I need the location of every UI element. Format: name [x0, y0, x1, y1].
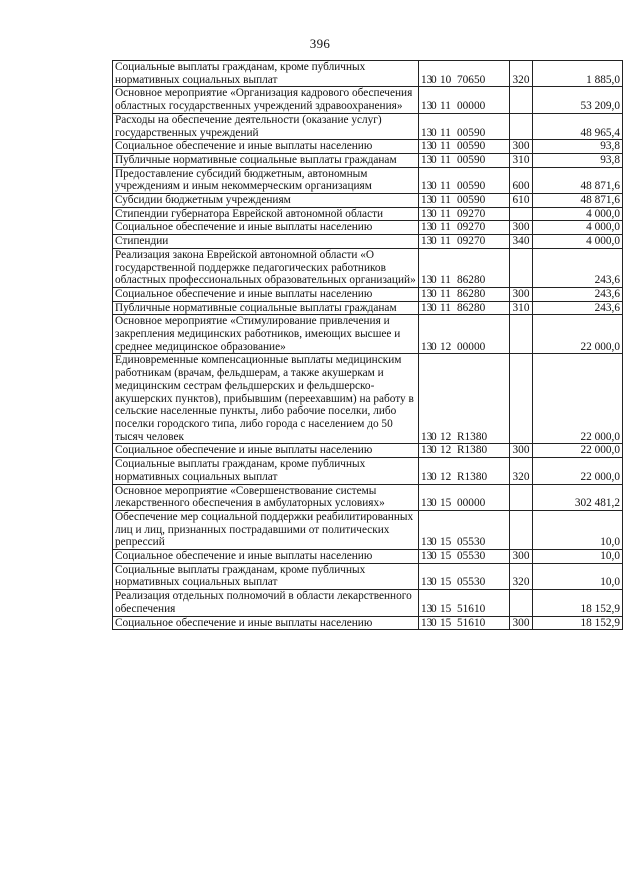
program-code: 13	[421, 287, 433, 300]
measure-code: 15	[440, 602, 452, 615]
expense-type-code: 600	[510, 167, 533, 193]
expense-type-code: 320	[510, 458, 533, 484]
measure-code: 11	[440, 221, 451, 234]
row-amount: 243,6	[533, 301, 623, 315]
row-amount: 18 152,9	[533, 590, 623, 616]
expense-type-code: 610	[510, 194, 533, 208]
direction-code: 51610	[457, 602, 486, 615]
subprogram-code: 0	[431, 536, 437, 549]
measure-code: 15	[440, 616, 452, 629]
table-row	[113, 207, 623, 221]
subprogram-code: 0	[431, 207, 437, 220]
subprogram-code: 0	[431, 301, 437, 314]
target-article-code	[419, 444, 510, 458]
table-row	[113, 315, 623, 354]
subprogram-code: 0	[431, 470, 437, 483]
program-code: 13	[421, 550, 433, 563]
table-row	[113, 153, 623, 167]
subprogram-code: 0	[431, 140, 437, 153]
row-amount: 10,0	[533, 563, 623, 589]
direction-code: R1380	[457, 430, 488, 443]
row-description: Социальное обеспечение и иные выплаты населению	[113, 444, 419, 458]
subprogram-code: 0	[431, 550, 437, 563]
direction-code: R1380	[457, 444, 488, 457]
target-article-code	[419, 563, 510, 589]
row-amount: 10,0	[533, 550, 623, 564]
row-description: Единовременные компенсационные выплаты медицинским работникам (врачам, фельдшерам, а также акушеркам и медицинским сестрам фельдшерских и фельдшерско-акушерских пунктов), прибывшим (переехавшим) на работу в сельские населенные пункты, либо рабочие поселки, либо поселки городского типа, либо города с населением до 50 тысяч человек	[113, 354, 419, 444]
expense-type-code: 340	[510, 235, 533, 249]
subprogram-code: 0	[431, 430, 437, 443]
subprogram-code: 0	[431, 180, 437, 193]
budget-table	[112, 60, 623, 630]
row-amount: 48 871,6	[533, 167, 623, 193]
expense-type-code	[510, 113, 533, 139]
table-row	[113, 354, 623, 444]
table-row	[113, 248, 623, 287]
program-code: 13	[421, 194, 433, 207]
direction-code: 86280	[457, 287, 486, 300]
table-row	[113, 616, 623, 630]
expense-type-code	[510, 590, 533, 616]
subprogram-code: 0	[431, 235, 437, 248]
subprogram-code: 0	[431, 287, 437, 300]
row-amount: 93,8	[533, 140, 623, 154]
program-code: 13	[421, 100, 433, 113]
direction-code: 00590	[457, 153, 486, 166]
table-row	[113, 140, 623, 154]
page-number: 396	[309, 36, 331, 51]
direction-code: 09270	[457, 207, 486, 220]
row-amount: 48 965,4	[533, 113, 623, 139]
expense-type-code	[510, 87, 533, 113]
program-code: 13	[421, 497, 433, 510]
program-code: 13	[421, 340, 433, 353]
target-article-code	[419, 616, 510, 630]
row-description: Социальные выплаты гражданам, кроме публичных нормативных социальных выплат	[113, 563, 419, 589]
direction-code: R1380	[457, 470, 488, 483]
expense-type-code	[510, 248, 533, 287]
row-description: Реализация отдельных полномочий в области лекарственного обеспечения	[113, 590, 419, 616]
target-article-code	[419, 87, 510, 113]
target-article-code	[419, 287, 510, 301]
program-code: 13	[421, 207, 433, 220]
row-amount: 22 000,0	[533, 315, 623, 354]
row-description: Социальные выплаты гражданам, кроме публичных нормативных социальных выплат	[113, 458, 419, 484]
program-code: 13	[421, 470, 433, 483]
row-description: Реализация закона Еврейской автономной области «О государственной поддержке педагогических работников областных профессиональных образовательных организаций»	[113, 248, 419, 287]
program-code: 13	[421, 274, 433, 287]
row-description: Основное мероприятие «Стимулирование привлечения и закрепления медицинских работников, имеющих высшее и среднее медицинское образование»	[113, 315, 419, 354]
target-article-code	[419, 248, 510, 287]
measure-code: 11	[440, 100, 451, 113]
expense-type-code: 310	[510, 301, 533, 315]
direction-code: 70650	[457, 73, 486, 86]
row-description: Социальное обеспечение и иные выплаты населению	[113, 616, 419, 630]
direction-code: 05530	[457, 536, 486, 549]
target-article-code	[419, 153, 510, 167]
measure-code: 11	[440, 194, 451, 207]
measure-code: 12	[440, 470, 452, 483]
expense-type-code	[510, 484, 533, 510]
row-amount: 93,8	[533, 153, 623, 167]
measure-code: 12	[440, 340, 452, 353]
subprogram-code: 0	[431, 497, 437, 510]
row-amount: 4 000,0	[533, 221, 623, 235]
measure-code: 15	[440, 576, 452, 589]
row-amount: 1 885,0	[533, 61, 623, 87]
target-article-code	[419, 590, 510, 616]
target-article-code	[419, 484, 510, 510]
table-row	[113, 235, 623, 249]
direction-code: 00590	[457, 180, 486, 193]
expense-type-code: 300	[510, 550, 533, 564]
subprogram-code: 0	[431, 194, 437, 207]
table-row	[113, 221, 623, 235]
target-article-code	[419, 354, 510, 444]
expense-type-code: 320	[510, 563, 533, 589]
direction-code: 00000	[457, 497, 486, 510]
row-description: Стипендии губернатора Еврейской автономной области	[113, 207, 419, 221]
subprogram-code: 0	[431, 616, 437, 629]
expense-type-code	[510, 315, 533, 354]
target-article-code	[419, 113, 510, 139]
target-article-code	[419, 550, 510, 564]
table-row	[113, 458, 623, 484]
table-row	[113, 590, 623, 616]
program-code: 13	[421, 180, 433, 193]
row-description: Обеспечение мер социальной поддержки реабилитированных лиц и лиц, признанных пострадавшими от политических репрессий	[113, 510, 419, 549]
table-row	[113, 484, 623, 510]
row-amount: 53 209,0	[533, 87, 623, 113]
row-amount: 22 000,0	[533, 458, 623, 484]
row-description: Субсидии бюджетным учреждениям	[113, 194, 419, 208]
program-code: 13	[421, 153, 433, 166]
subprogram-code: 0	[431, 126, 437, 139]
program-code: 13	[421, 616, 433, 629]
direction-code: 00000	[457, 100, 486, 113]
target-article-code	[419, 221, 510, 235]
target-article-code	[419, 510, 510, 549]
expense-type-code	[510, 510, 533, 549]
expense-type-code	[510, 354, 533, 444]
table-row	[113, 61, 623, 87]
expense-type-code: 300	[510, 221, 533, 235]
direction-code: 09270	[457, 221, 486, 234]
direction-code: 86280	[457, 274, 486, 287]
row-amount: 22 000,0	[533, 444, 623, 458]
target-article-code	[419, 167, 510, 193]
program-code: 13	[421, 221, 433, 234]
table-row	[113, 113, 623, 139]
direction-code: 51610	[457, 616, 486, 629]
measure-code: 11	[440, 140, 451, 153]
subprogram-code: 0	[431, 274, 437, 287]
direction-code: 00590	[457, 126, 486, 139]
subprogram-code: 0	[431, 340, 437, 353]
target-article-code	[419, 140, 510, 154]
row-description: Предоставление субсидий бюджетным, автономным учреждениям и иным некоммерческим организациям	[113, 167, 419, 193]
row-amount: 243,6	[533, 248, 623, 287]
subprogram-code: 0	[431, 444, 437, 457]
row-amount: 4 000,0	[533, 235, 623, 249]
target-article-code	[419, 207, 510, 221]
measure-code: 15	[440, 550, 452, 563]
measure-code: 11	[440, 207, 451, 220]
row-description: Социальное обеспечение и иные выплаты населению	[113, 287, 419, 301]
table-row	[113, 287, 623, 301]
measure-code: 15	[440, 497, 452, 510]
direction-code: 86280	[457, 301, 486, 314]
subprogram-code: 0	[431, 576, 437, 589]
table-row	[113, 550, 623, 564]
row-description: Основное мероприятие «Организация кадрового обеспечения областных государственных учреждений здравоохранения»	[113, 87, 419, 113]
measure-code: 10	[440, 73, 452, 86]
measure-code: 11	[440, 274, 451, 287]
row-description: Социальное обеспечение и иные выплаты населению	[113, 550, 419, 564]
direction-code: 00000	[457, 340, 486, 353]
target-article-code	[419, 301, 510, 315]
program-code: 13	[421, 126, 433, 139]
table-row	[113, 510, 623, 549]
table-row	[113, 167, 623, 193]
row-description: Социальное обеспечение и иные выплаты населению	[113, 140, 419, 154]
budget-table-body	[113, 61, 623, 630]
row-description: Социальные выплаты гражданам, кроме публичных нормативных социальных выплат	[113, 61, 419, 87]
program-code: 13	[421, 444, 433, 457]
expense-type-code: 300	[510, 140, 533, 154]
row-description: Публичные нормативные социальные выплаты гражданам	[113, 153, 419, 167]
program-code: 13	[421, 430, 433, 443]
row-description: Стипендии	[113, 235, 419, 249]
row-amount: 10,0	[533, 510, 623, 549]
subprogram-code: 0	[431, 73, 437, 86]
target-article-code	[419, 458, 510, 484]
row-amount: 48 871,6	[533, 194, 623, 208]
program-code: 13	[421, 576, 433, 589]
program-code: 13	[421, 140, 433, 153]
row-description: Социальное обеспечение и иные выплаты населению	[113, 221, 419, 235]
expense-type-code	[510, 207, 533, 221]
row-description: Расходы на обеспечение деятельности (оказание услуг) государственных учреждений	[113, 113, 419, 139]
subprogram-code: 0	[431, 153, 437, 166]
measure-code: 15	[440, 536, 452, 549]
row-amount: 243,6	[533, 287, 623, 301]
expense-type-code: 300	[510, 444, 533, 458]
row-amount: 4 000,0	[533, 207, 623, 221]
program-code: 13	[421, 536, 433, 549]
measure-code: 11	[440, 126, 451, 139]
table-row	[113, 194, 623, 208]
measure-code: 11	[440, 287, 451, 300]
program-code: 13	[421, 301, 433, 314]
expense-type-code: 300	[510, 287, 533, 301]
expense-type-code: 300	[510, 616, 533, 630]
table-row	[113, 87, 623, 113]
direction-code: 09270	[457, 235, 486, 248]
row-description: Основное мероприятие «Совершенствование системы лекарственного обеспечения в амбулаторных условиях»	[113, 484, 419, 510]
measure-code: 11	[440, 180, 451, 193]
target-article-code	[419, 61, 510, 87]
direction-code: 05530	[457, 576, 486, 589]
target-article-code	[419, 315, 510, 354]
expense-type-code: 320	[510, 61, 533, 87]
row-amount: 302 481,2	[533, 484, 623, 510]
table-row	[113, 301, 623, 315]
program-code: 13	[421, 73, 433, 86]
table-row	[113, 444, 623, 458]
direction-code: 00590	[457, 140, 486, 153]
table-row	[113, 563, 623, 589]
measure-code: 11	[440, 235, 451, 248]
expense-type-code: 310	[510, 153, 533, 167]
target-article-code	[419, 194, 510, 208]
target-article-code	[419, 235, 510, 249]
subprogram-code: 0	[431, 100, 437, 113]
subprogram-code: 0	[431, 602, 437, 615]
program-code: 13	[421, 602, 433, 615]
direction-code: 05530	[457, 550, 486, 563]
measure-code: 11	[440, 301, 451, 314]
program-code: 13	[421, 235, 433, 248]
measure-code: 11	[440, 153, 451, 166]
direction-code: 00590	[457, 194, 486, 207]
row-amount: 22 000,0	[533, 354, 623, 444]
measure-code: 12	[440, 444, 452, 457]
row-amount: 18 152,9	[533, 616, 623, 630]
row-description: Публичные нормативные социальные выплаты гражданам	[113, 301, 419, 315]
subprogram-code: 0	[431, 221, 437, 234]
measure-code: 12	[440, 430, 452, 443]
